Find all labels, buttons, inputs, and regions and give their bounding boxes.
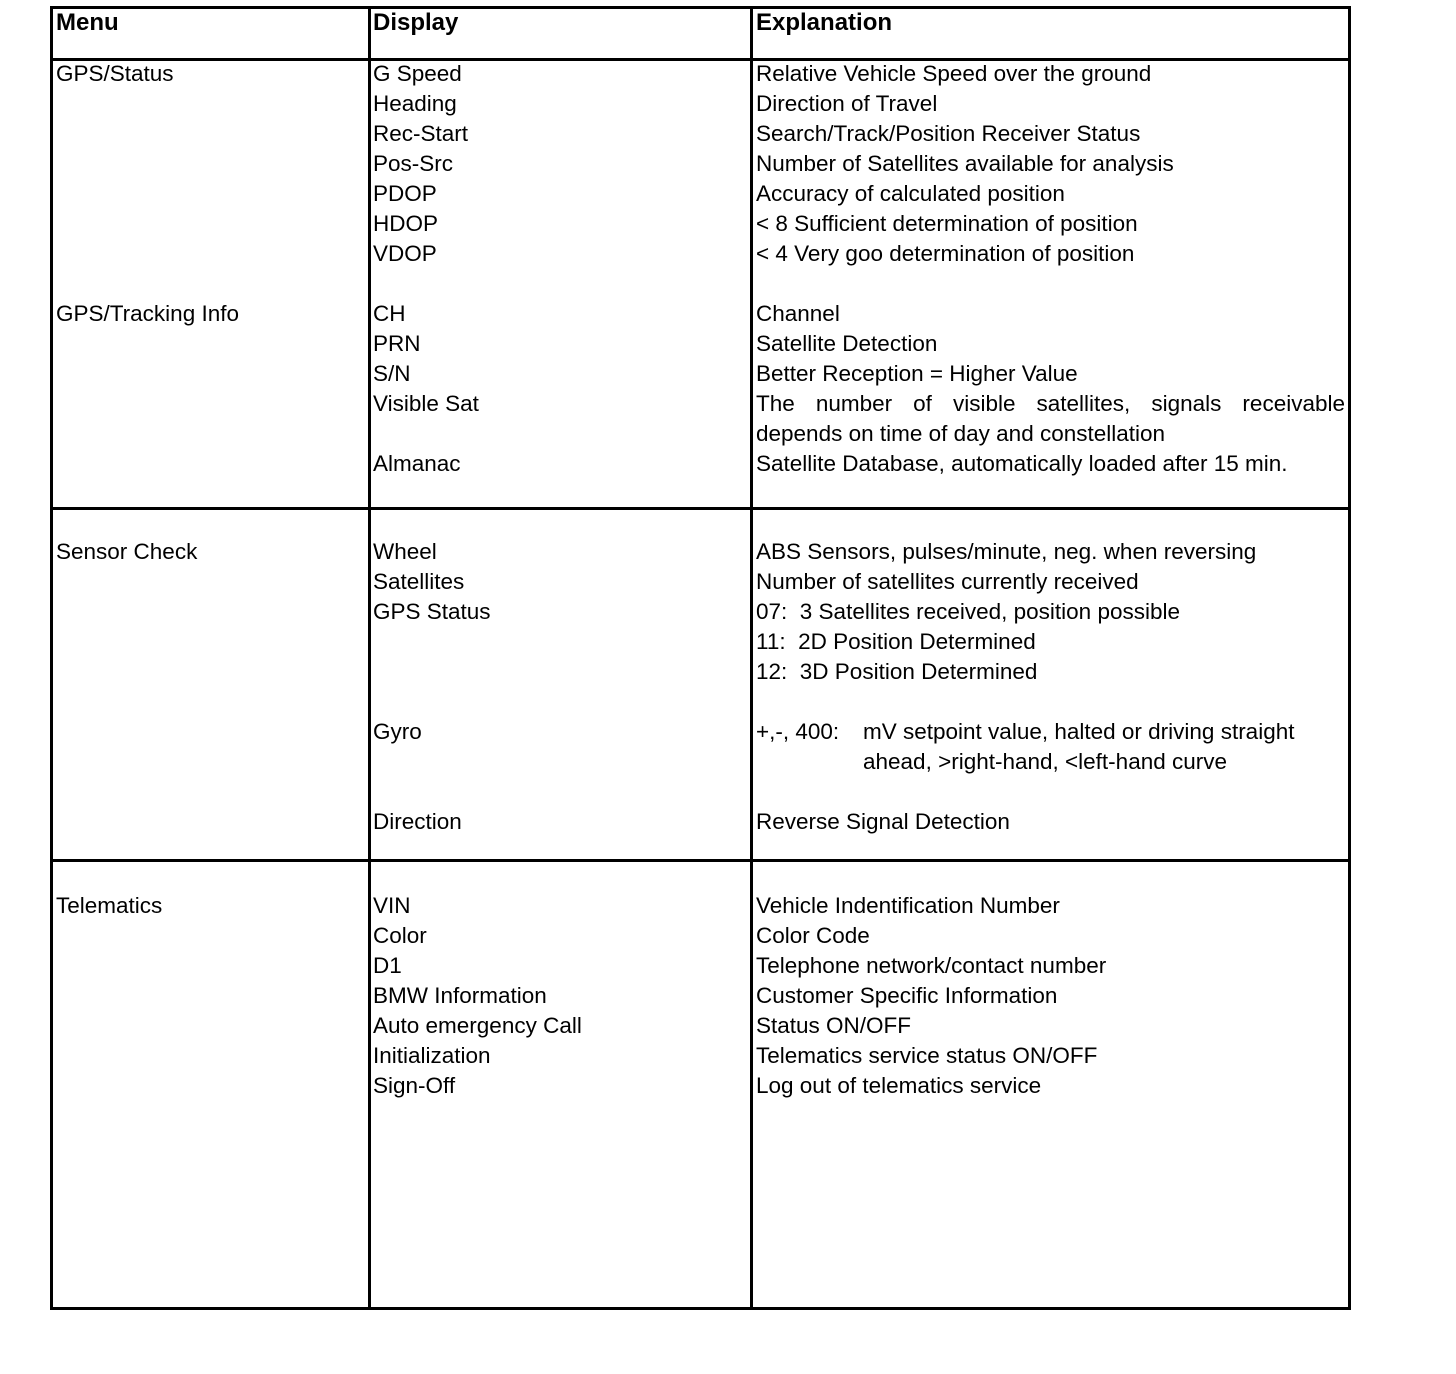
display-cell: VDOP (373, 241, 437, 266)
display-cell: Color (373, 923, 427, 948)
display-cell: GPS Status (373, 599, 491, 624)
header-menu: Menu (56, 9, 119, 36)
table-border-left (50, 6, 53, 1310)
explanation-cell: Number of satellites currently received (756, 569, 1139, 594)
display-cell: Initialization (373, 1043, 491, 1068)
explanation-cell: Satellite Database, automatically loaded after 15 min. (756, 451, 1288, 476)
display-cell: Visible Sat (373, 391, 479, 416)
display-cell: HDOP (373, 211, 439, 236)
explanation-cell: Telephone network/contact number (756, 953, 1107, 978)
explanation-cell: Number of Satellites available for analysis (756, 151, 1174, 176)
explanation-cell: Channel (756, 301, 840, 326)
display-cell: Heading (373, 91, 457, 116)
display-cell: G Speed (373, 61, 462, 86)
menu-cell: GPS/Tracking Info (56, 301, 239, 326)
menu-cell: GPS/Status (56, 61, 174, 86)
explanation-cell: Relative Vehicle Speed over the ground (756, 61, 1152, 86)
explanation-cell: Customer Specific Information (756, 983, 1058, 1008)
header-explanation: Explanation (756, 9, 893, 36)
header-divider (50, 58, 1351, 61)
explanation-cell: Direction of Travel (756, 91, 938, 116)
display-cell: Sign-Off (373, 1073, 456, 1098)
explanation-cell: Better Reception = Higher Value (756, 361, 1078, 386)
explanation-prefix: +,-, 400: (756, 719, 840, 744)
display-cell: S/N (373, 361, 411, 386)
explanation-cell: The number of visible satellites, signals receivable (756, 391, 1345, 416)
explanation-cell: Status ON/OFF (756, 1013, 912, 1038)
column-divider (368, 6, 371, 1310)
menu-cell: Sensor Check (56, 539, 198, 564)
display-cell: CH (373, 301, 406, 326)
explanation-cell: Accuracy of calculated position (756, 181, 1065, 206)
display-cell: Direction (373, 809, 462, 834)
display-cell: Gyro (373, 719, 422, 744)
explanation-cell: Search/Track/Position Receiver Status (756, 121, 1141, 146)
explanation-cell: Satellite Detection (756, 331, 938, 356)
column-divider (750, 6, 753, 1310)
table-border-right (1348, 6, 1351, 1310)
display-cell: Satellites (373, 569, 465, 594)
explanation-cell: depends on time of day and constellation (756, 421, 1166, 446)
explanation-cell: ahead, >right-hand, <left-hand curve (863, 749, 1227, 774)
display-cell: Rec-Start (373, 121, 469, 146)
display-cell: Auto emergency Call (373, 1013, 582, 1038)
explanation-cell: < 4 Very goo determination of position (756, 241, 1135, 266)
explanation-cell: 12: 3D Position Determined (756, 659, 1038, 684)
display-cell: Almanac (373, 451, 461, 476)
display-cell: PDOP (373, 181, 437, 206)
table-border-bottom (50, 1307, 1351, 1310)
display-cell: Pos-Src (373, 151, 454, 176)
explanation-cell: Color Code (756, 923, 870, 948)
display-cell: PRN (373, 331, 421, 356)
display-cell: Wheel (373, 539, 437, 564)
explanation-cell: mV setpoint value, halted or driving straight (863, 719, 1295, 744)
explanation-cell: 07: 3 Satellites received, position possible (756, 599, 1180, 624)
display-cell: BMW Information (373, 983, 547, 1008)
explanation-cell: Vehicle Indentification Number (756, 893, 1060, 918)
explanation-cell: 11: 2D Position Determined (756, 629, 1036, 654)
explanation-cell: Telematics service status ON/OFF (756, 1043, 1098, 1068)
explanation-cell: Reverse Signal Detection (756, 809, 1010, 834)
menu-cell: Telematics (56, 893, 163, 918)
explanation-cell: Log out of telematics service (756, 1073, 1042, 1098)
table-border-top (50, 6, 1351, 9)
row-divider (50, 507, 1351, 510)
row-divider (50, 859, 1351, 862)
display-cell: D1 (373, 953, 402, 978)
header-display: Display (373, 9, 459, 36)
display-cell: VIN (373, 893, 411, 918)
explanation-cell: < 8 Sufficient determination of position (756, 211, 1138, 236)
explanation-cell: ABS Sensors, pulses/minute, neg. when reversing (756, 539, 1257, 564)
